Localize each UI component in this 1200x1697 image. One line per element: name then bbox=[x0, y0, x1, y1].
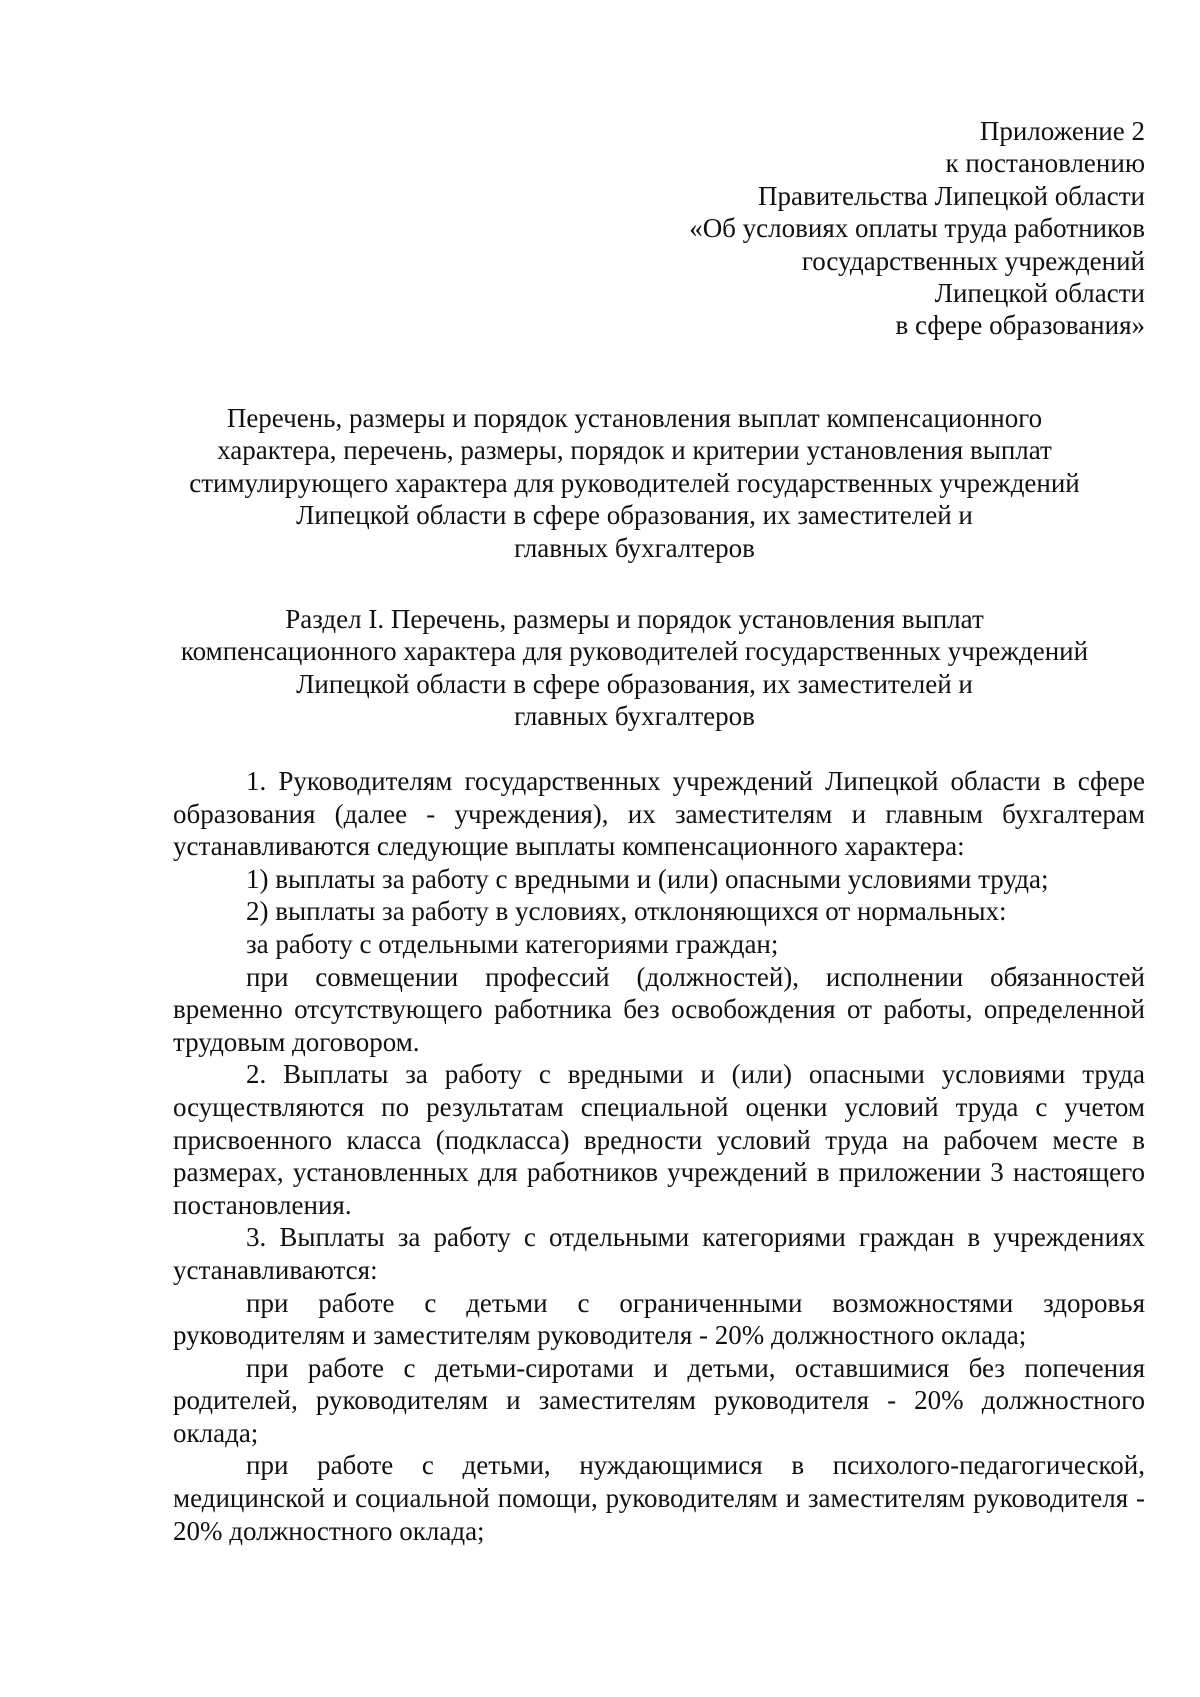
appendix-line: Правительства Липецкой области bbox=[757, 180, 1145, 211]
document-title-line: Липецкой области в сфере образования, их заместителей и bbox=[296, 500, 973, 531]
section-title-line: Раздел I. Перечень, размеры и порядок установления выплат bbox=[285, 604, 984, 634]
document-title-line: главных бухгалтеров bbox=[514, 532, 755, 563]
body-paragraph: 2. Выплаты за работу с вредными и (или) опасными условиями труда осуществляются по результатам специальной оценки условий труда с учетом присвоенного класса (подкласса) вредности условий труда на рабочем месте в размерах, установленных для работников учреждений в приложении 3 настоящего постановления. bbox=[173, 1059, 1145, 1220]
appendix-line: в сфере образования» bbox=[895, 310, 1145, 341]
appendix-line: государственных учреждений bbox=[801, 245, 1145, 276]
document-title bbox=[163, 402, 1106, 564]
document-body bbox=[173, 765, 1145, 1547]
section-title-line: главных бухгалтеров bbox=[514, 701, 755, 732]
body-paragraph: при работе с детьми, нуждающимися в психолого-педагогической, медицинской и социальной помощи, руководителям и заместителям руководителя - 20% должностного оклада; bbox=[173, 1450, 1145, 1546]
appendix-line: «Об условиях оплаты труда работников bbox=[689, 213, 1145, 244]
body-paragraph: при работе с детьми-сиротами и детьми, оставшимися без попечения родителей, руководителям и заместителям руководителя - 20% должностного оклада; bbox=[173, 1352, 1145, 1448]
document-title-line: стимулирующего характера для руководителей государственных учреждений bbox=[189, 467, 1080, 498]
section-title-line: компенсационного характера для руководителей государственных учреждений bbox=[180, 636, 1089, 667]
body-paragraph: 1) выплаты за работу с вредными и (или) опасными условиями труда; bbox=[246, 863, 1049, 894]
body-paragraph: за работу с отдельными категориями граждан; bbox=[246, 928, 779, 959]
appendix-line: к постановлению bbox=[945, 148, 1145, 179]
body-paragraph: 1. Руководителям государственных учреждений Липецкой области в сфере образования (далее - учреждения), их заместителям и главным бухгалтерам устанавливаются следующие выплаты компенсационного характера: bbox=[173, 766, 1145, 862]
appendix-header bbox=[625, 115, 1145, 342]
appendix-line: Липецкой области bbox=[934, 278, 1145, 309]
body-paragraph: при работе с детьми с ограниченными возможностями здоровья руководителям и заместителям руководителя - 20% должностного оклада; bbox=[173, 1287, 1145, 1351]
body-paragraph: 2) выплаты за работу в условиях, отклоняющихся от нормальных: bbox=[246, 896, 1007, 927]
section-title bbox=[163, 603, 1106, 733]
document-title-line: характера, перечень, размеры, порядок и критерии установления выплат bbox=[217, 435, 1052, 466]
section-title-line: Липецкой области в сфере образования, их заместителей и bbox=[296, 668, 973, 699]
document-title-line: Перечень, размеры и порядок установления выплат компенсационного bbox=[226, 403, 1043, 433]
body-paragraph: при совмещении профессий (должностей), исполнении обязанностей временно отсутствующего работника без освобождения от работы, определенной трудовым договором. bbox=[173, 961, 1145, 1057]
appendix-line: Приложение 2 bbox=[979, 116, 1145, 146]
body-paragraph: 3. Выплаты за работу с отдельными категориями граждан в учреждениях устанавливаются: bbox=[173, 1222, 1145, 1285]
